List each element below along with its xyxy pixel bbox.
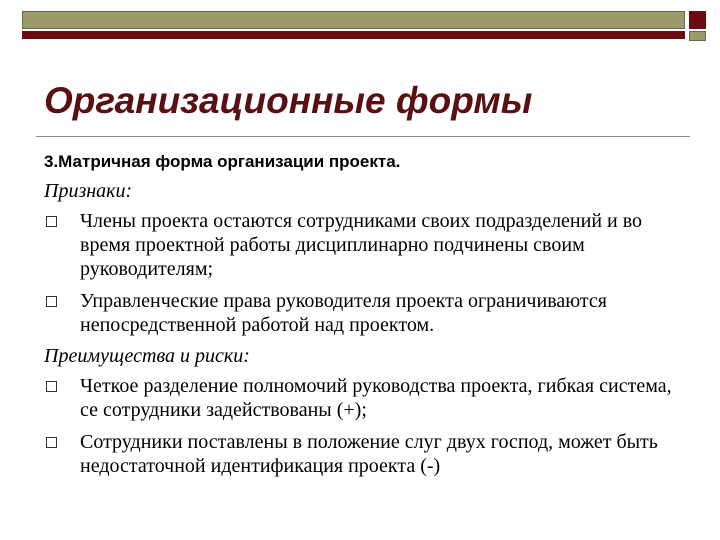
pros-label: Преимущества и риски: [44, 345, 250, 367]
bullet-item [44, 209, 694, 281]
bullet-item [44, 430, 694, 478]
square-bullet-icon [46, 296, 57, 307]
square-bullet-icon [46, 381, 57, 392]
signs-label: Признаки: [44, 180, 133, 202]
bullet-item [44, 289, 694, 337]
bullet-text: Управленческие права руководителя проекта ограничиваются непосредственной работой над проектом. [80, 290, 607, 336]
bullet-text: Сотрудники поставлены в положение слуг двух господ, может быть недостаточной идентификация проекта (-) [80, 431, 658, 477]
header-olive-square [689, 31, 706, 41]
bullet-text: Члены проекта остаются сотрудниками своих подразделений и во время проектной работы дисциплинарно подчинены своим руководителям; [80, 210, 643, 280]
bullet-text: Четкое разделение полномочий руководства проекта, гибкая система, се сотрудники задействованы (+); [80, 375, 672, 421]
slide-content [44, 152, 694, 486]
section-heading: 3.Матричная форма организации проекта. [44, 152, 401, 171]
square-bullet-icon [46, 216, 57, 227]
header-red-bar [22, 31, 685, 39]
square-bullet-icon [46, 437, 57, 448]
header-red-square [689, 11, 706, 29]
bullet-item [44, 374, 694, 422]
slide-title: Организационные формы [44, 80, 533, 121]
header-olive-bar [22, 11, 685, 29]
title-divider [36, 136, 690, 137]
